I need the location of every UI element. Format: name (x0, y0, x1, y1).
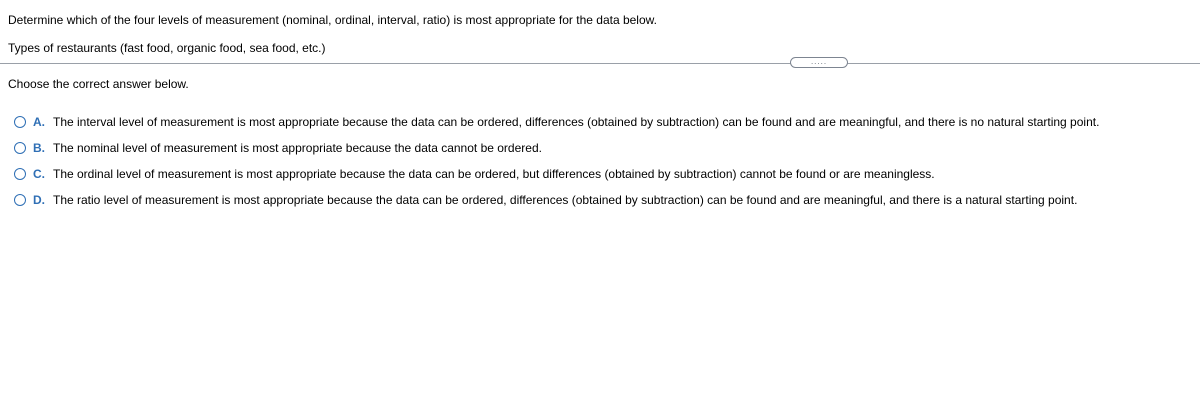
option-text: The interval level of measurement is most appropriate because the data can be ordered, differences (obtained by subtraction) can be found and are meaningful, and there is no natural starting point. (53, 115, 1100, 129)
option-letter: C. (33, 167, 45, 181)
expand-button[interactable]: ..... (790, 57, 848, 68)
radio-button-a[interactable] (14, 116, 26, 128)
option-text: The ratio level of measurement is most appropriate because the data can be ordered, differences (obtained by subtraction) can be found and are meaningful, and there is a natural starting point. (53, 193, 1078, 207)
data-description: Types of restaurants (fast food, organic food, sea food, etc.) (8, 41, 326, 55)
answer-options (14, 114, 1099, 218)
radio-button-d[interactable] (14, 194, 26, 206)
option-text: The ordinal level of measurement is most appropriate because the data can be ordered, but differences (obtained by subtraction) cannot be found or are meaningless. (53, 167, 935, 181)
option-d[interactable] (14, 192, 1099, 208)
section-divider (0, 63, 1200, 64)
question-text: Determine which of the four levels of measurement (nominal, ordinal, interval, ratio) is most appropriate for the data below. (8, 13, 657, 27)
radio-button-c[interactable] (14, 168, 26, 180)
option-c[interactable] (14, 166, 1099, 182)
option-a[interactable] (14, 114, 1099, 130)
option-b[interactable] (14, 140, 1099, 156)
radio-button-b[interactable] (14, 142, 26, 154)
option-letter: D. (33, 193, 45, 207)
option-letter: A. (33, 115, 45, 129)
answer-prompt: Choose the correct answer below. (8, 77, 189, 91)
option-text: The nominal level of measurement is most appropriate because the data cannot be ordered. (53, 141, 542, 155)
option-letter: B. (33, 141, 45, 155)
